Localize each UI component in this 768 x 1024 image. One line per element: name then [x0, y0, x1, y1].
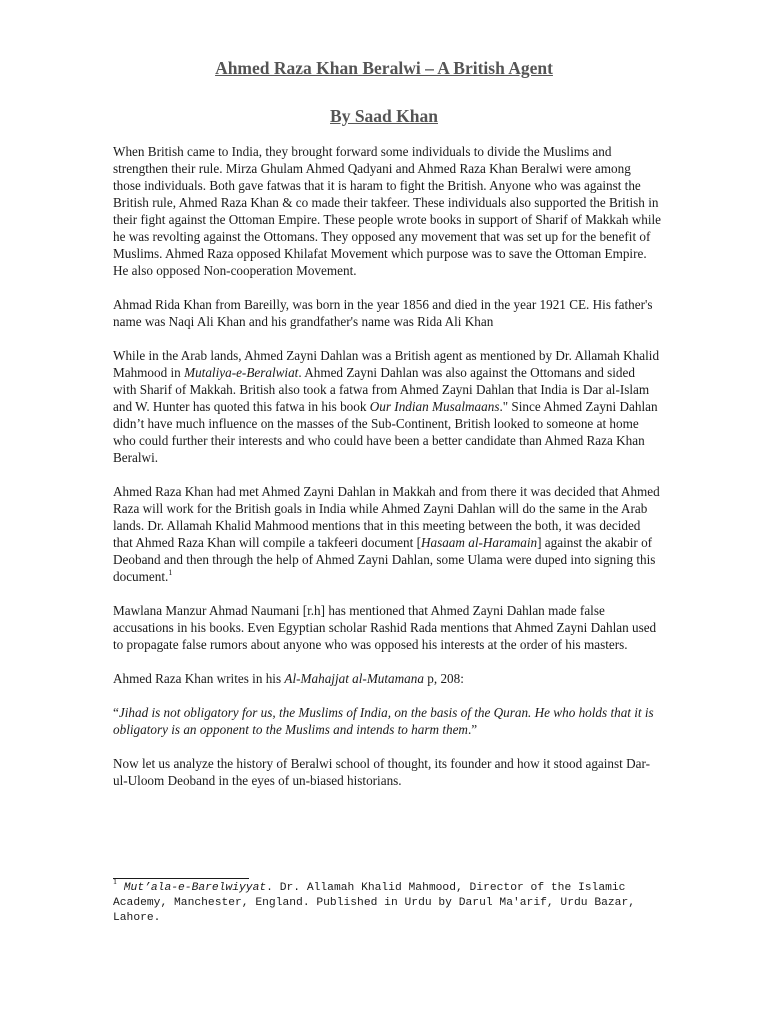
paragraph-6-text-b: p, 208: — [423, 671, 464, 686]
footnote-number: 1 — [113, 877, 117, 887]
paragraph-1: When British came to India, they brought forward some individuals to divide the Muslims and strengthen their rule. Mirza Ghulam Ahmed Qadyani and Ahmed Raza Khan Beralwi were among those individuals. Both gave fatwas that it is haram to fight the British. Anyone who was against the British rule, Ahmed Raza Khan & co made their takfeer. These individuals also supported the British in their fight against the Ottoman Empire. These people wrote books in support of Sharif of Makkah while he was revolting against the Ottomans. They opposed any movement that was set up for the benefit of Muslims. Ahmed Raza opposed Khilafat Movement which purpose was to save the Ottoman Empire. He also opposed Non-cooperation Movement. — [113, 144, 662, 278]
book-title-our-indian-musalmaans: Our Indian Musalmaans — [369, 399, 500, 414]
paragraph-4 — [113, 483, 661, 585]
page-title: Ahmed Raza Khan Beralwi – A British Agent — [215, 58, 553, 78]
paragraph-3-text-a: While in the Arab lands, Ahmed Zayni Dahlan was a British agent as mentioned by Dr. Allamah Khalid Mahmood in — [113, 348, 660, 380]
quote-text: Jihad is not obligatory for us, the Muslims of India, on the basis of the Quran. He who holds that it is obligatory is an opponent to the Muslims and intends to harm them — [113, 705, 654, 737]
paragraph-6-text-a: Ahmed Raza Khan writes in his — [113, 671, 285, 686]
book-title-mutaliya: Mutaliya-e-Beralwiat — [184, 365, 299, 380]
paragraph-4-text-a: Ahmed Raza Khan had met Ahmed Zayni Dahlan in Makkah and from there it was decided that Ahmed Raza will work for the British goals in India while Ahmed Zayni Dahlan will do the same in the Arab lands. Dr. Allamah Khalid Mahmood mentions that in this meeting between the both, it was decided that Ahmed Raza Khan will compile a takfeeri document [ — [113, 484, 660, 550]
paragraph-3-text-c: ." Since Ahmed Zayni Dahlan didn’t have much influence on the masses of the Sub-Continent, British looked to someone at home who could further their interests and who could have been a better candidate than Ahmed Raza Khan Beralwi. — [113, 399, 658, 465]
paragraph-4-text-b: ] against the akabir of Deoband and then through the help of Ahmed Zayni Dahlan, some Ulama were duped into signing this document. — [113, 535, 656, 584]
block-quote — [113, 704, 661, 738]
paragraph-7: Now let us analyze the history of Beralwi school of thought, its founder and how it stood against Dar-ul-Uloom Deoband in the eyes of un-biased historians. — [113, 756, 651, 788]
footnote-source-title: Mut’ala-e-Barelwiyyat — [123, 882, 267, 894]
paragraph-3 — [113, 347, 661, 466]
quote-open-mark: “ — [113, 705, 119, 720]
footnote — [113, 877, 653, 926]
book-title-hasaam: Hasaam al-Haramain — [420, 535, 538, 550]
paragraph-6 — [113, 670, 661, 687]
paragraph-2: Ahmad Rida Khan from Bareilly, was born in the year 1856 and died in the year 1921 CE. His father's name was Naqi Ali Khan and his grandfather's name was Rida Ali Khan — [113, 297, 653, 329]
paragraph-5: Mawlana Manzur Ahmad Naumani [r.h] has mentioned that Ahmed Zayni Dahlan made false accusations in his books. Even Egyptian scholar Rashid Rada mentions that Ahmed Zayni Dahlan used to propagate false rumors about anyone who was opposed his interests at the order of his masters. — [113, 603, 657, 652]
author-byline: By Saad Khan — [330, 106, 438, 126]
footnote-separator — [113, 878, 249, 879]
article-body — [113, 143, 661, 806]
footnote-reference[interactable]: 1 — [168, 567, 173, 577]
quote-close-mark: .” — [467, 722, 478, 737]
paragraph-3-text-b: . Ahmed Zayni Dahlan was also against the Ottomans and sided with Sharif of Makkah. British also took a fatwa from Ahmed Zayni Dahlan that India is Dar al-Islam and W. Hunter has quoted this fatwa in his book — [113, 365, 650, 414]
book-title-mahajjat: Al-Mahajjat al-Mutamana — [284, 671, 424, 686]
footnote-text: . Dr. Allamah Khalid Mahmood, Director of the Islamic Academy, Manchester, England. Published in Urdu by Darul Ma'arif, Urdu Bazar, Lahore. — [113, 882, 636, 924]
